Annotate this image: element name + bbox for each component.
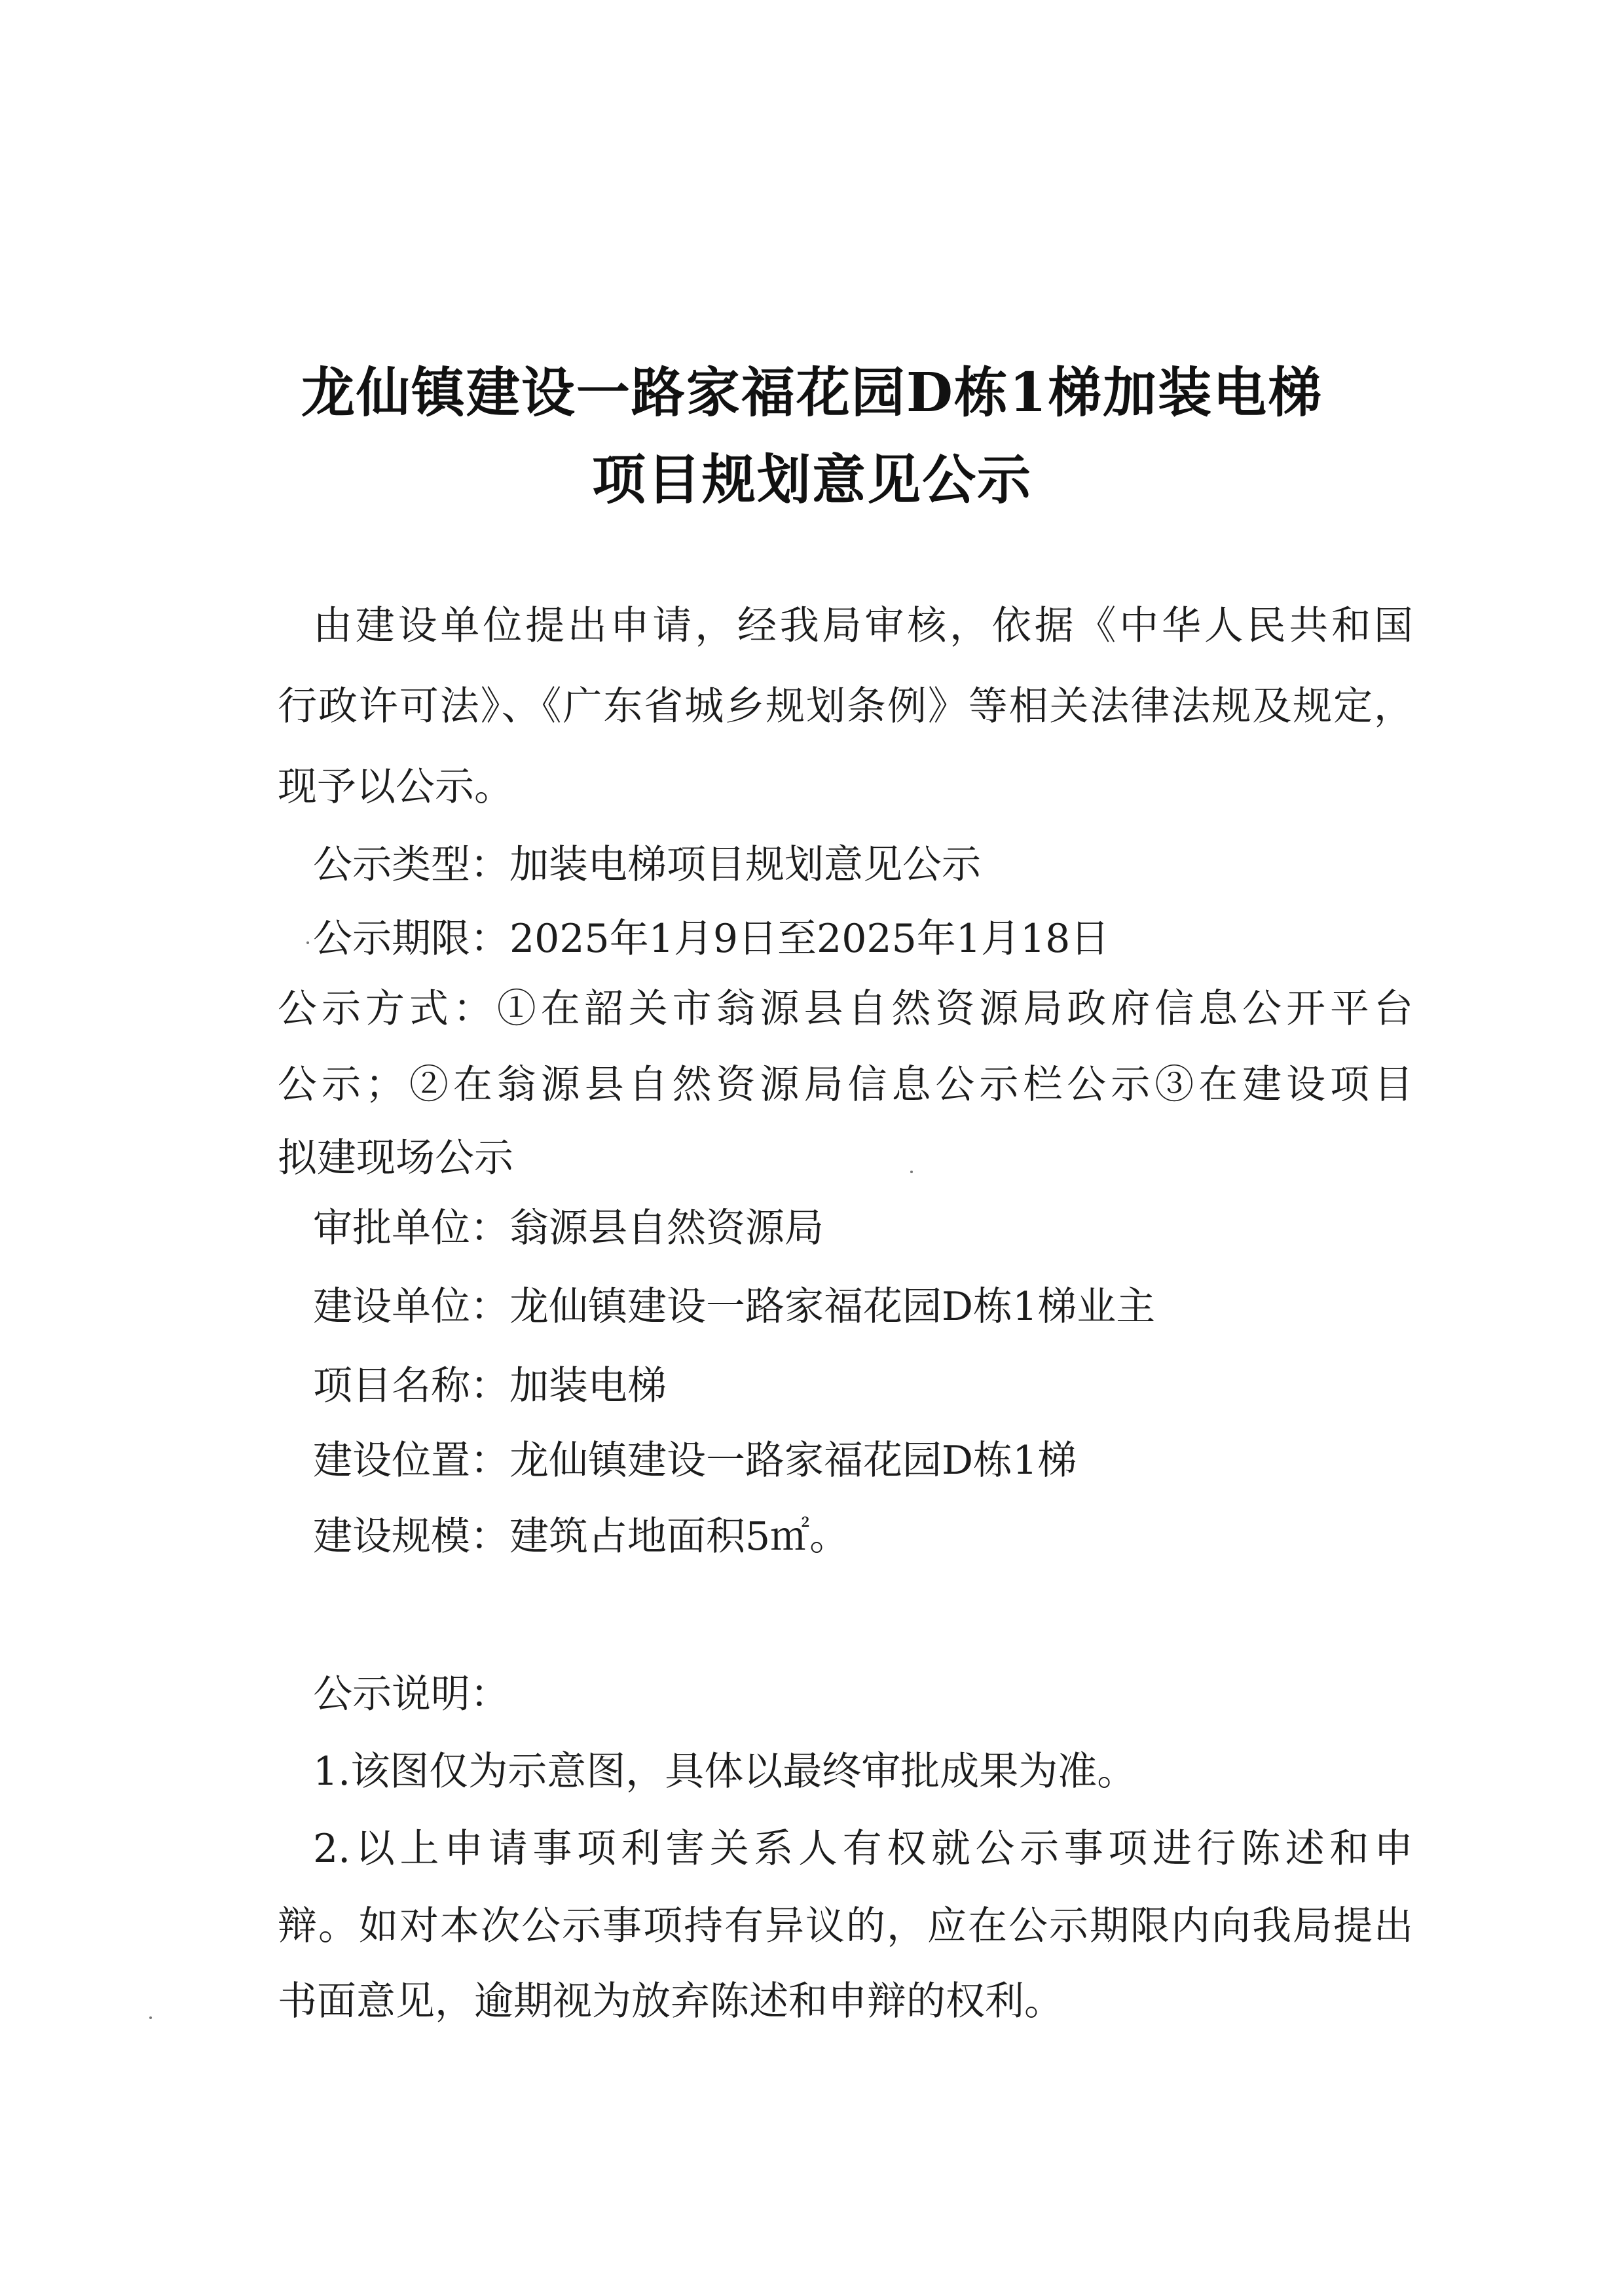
notice-method-line-3: 拟建现场公示: [278, 1135, 513, 1181]
approval-unit: 审批单位：翁源县自然资源局: [313, 1205, 824, 1251]
notice-type: 公示类型：加装电梯项目规划意见公示: [313, 842, 981, 888]
notice-method-line-1: 公示方式：①在韶关市翁源县自然资源局政府信息公开平台: [278, 986, 1413, 1032]
explanation-item-2-line-3: 书面意见，逾期视为放弃陈述和申辩的权利。: [278, 1978, 1063, 2024]
scan-speck: [306, 941, 309, 944]
intro-line-3: 现予以公示。: [278, 764, 513, 810]
explanation-item-2-line-1: 2.以上申请事项利害关系人有权就公示事项进行陈述和申: [313, 1826, 1413, 1872]
explanation-item-1: 1.该图仅为示意图，具体以最终审批成果为准。: [313, 1749, 1137, 1795]
notice-period: 公示期限：2025年1月9日至2025年1月18日: [313, 916, 1110, 962]
construction-unit: 建设单位：龙仙镇建设一路家福花园D栋1梯业主: [313, 1284, 1156, 1330]
notice-method-line-2: 公示；②在翁源县自然资源局信息公示栏公示③在建设项目: [278, 1062, 1413, 1108]
project-name: 项目名称：加装电梯: [313, 1363, 667, 1409]
explanation-heading: 公示说明：: [313, 1671, 509, 1717]
scan-speck: [149, 2016, 152, 2019]
scan-speck: [910, 1171, 913, 1173]
document-title-line-1: 龙仙镇建设一路家福花园D栋1梯加装电梯: [301, 361, 1323, 424]
explanation-item-2-line-2: 辩。如对本次公示事项持有异议的，应在公示期限内向我局提出: [278, 1903, 1413, 1949]
construction-location: 建设位置：龙仙镇建设一路家福花园D栋1梯: [313, 1438, 1077, 1484]
intro-line-2: 行政许可法》、《广东省城乡规划条例》等相关法律法规及规定，: [278, 683, 1413, 729]
intro-line-1: 由建设单位提出申请，经我局审核，依据《中华人民共和国: [313, 603, 1413, 649]
construction-scale: 建设规模：建筑占地面积5㎡。: [313, 1514, 849, 1559]
document-title-line-2: 项目规划意见公示: [591, 448, 1032, 511]
